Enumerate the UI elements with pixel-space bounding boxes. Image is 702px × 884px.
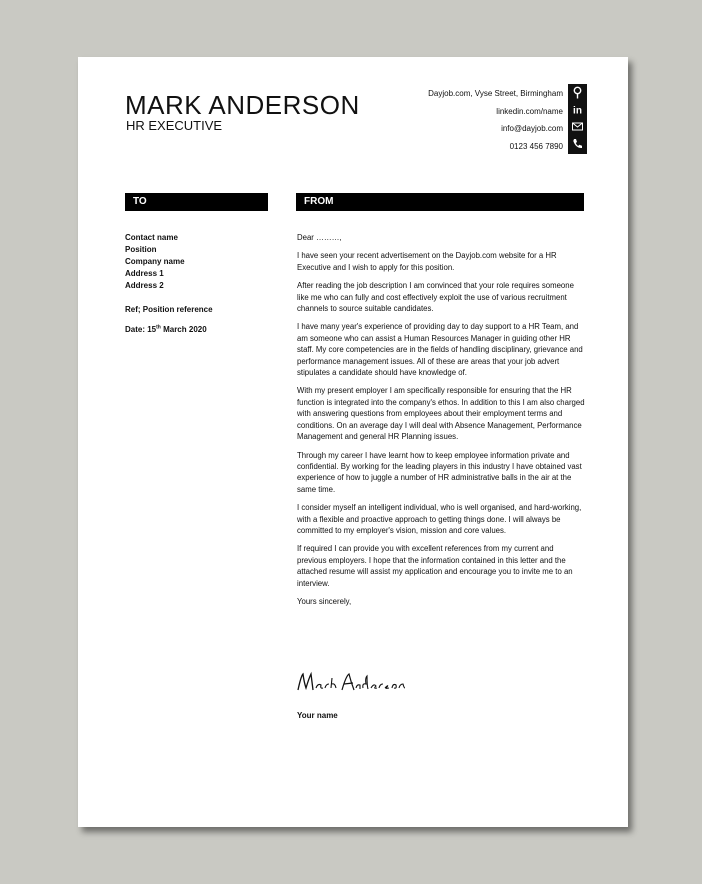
- to-label: TO: [133, 196, 147, 207]
- recipient-contact-name: Contact name: [125, 233, 178, 242]
- recipient-address-1: Address 1: [125, 269, 164, 278]
- to-section-header: [125, 193, 268, 211]
- phone-icon: [571, 137, 584, 150]
- from-label: FROM: [304, 196, 334, 207]
- contact-address: Dayjob.com, Vyse Street, Birmingham: [428, 89, 563, 98]
- handwritten-signature: [296, 668, 416, 698]
- paragraph: I have seen your recent advertisement on the Dayjob.com website for a HR Executive and I wish to apply for this position.: [297, 251, 557, 272]
- recipient-block: [125, 232, 213, 336]
- contact-icon-bar: [568, 84, 587, 154]
- applicant-name: MARK ANDERSON: [125, 90, 360, 120]
- contact-details: [428, 88, 563, 158]
- paragraph: With my present employer I am specifically responsible for ensuring that the HR function is integrated into the company's ethos. In addition to this I am also charged with answering questions from employees about their employment terms and conditions. On an average day I will deal with Absence Management, Performance Management and general HR Planning issues.: [297, 386, 585, 442]
- paragraph: I consider myself an intelligent individual, who is well organised, and hard-working, with a flexible and proactive approach to getting things done. I will always be committed to my employer's vision, mission and core values.: [297, 503, 582, 535]
- recipient-address-2: Address 2: [125, 281, 164, 290]
- from-section-header: [296, 193, 584, 211]
- linkedin-icon: [571, 103, 584, 116]
- contact-email: info@dayjob.com: [501, 124, 563, 133]
- location-pin-icon: [571, 86, 584, 99]
- letter-page: [78, 57, 628, 827]
- svg-text:in: in: [573, 105, 582, 116]
- paragraph: I have many year's experience of providing day to day support to a HR Team, and am someone who can assist a Human Resources Manager in guiding other HR staff. My core competencies are in the fields of handling disciplinary, grievance and performance management issues. All of these are areas that your job advert stipulates a candidate should have knowledge of.: [297, 322, 583, 378]
- paragraph: If required I can provide you with excellent references from my current and previous employers. I hope that the information contained in this letter and the attached resume will assist my application and encourage you to invite me to an interview.: [297, 544, 573, 588]
- recipient-company: Company name: [125, 257, 185, 266]
- contact-phone: 0123 456 7890: [509, 141, 563, 151]
- salutation: Dear ………,: [297, 233, 342, 242]
- date-line: Date: 15th March 2020: [125, 324, 207, 334]
- letter-body: [297, 232, 585, 614]
- contact-linkedin: linkedin.com/name: [496, 106, 563, 116]
- closing: Yours sincerely,: [297, 596, 352, 606]
- applicant-title: HR EXECUTIVE: [126, 118, 223, 133]
- paragraph: Through my career I have learnt how to keep employee information private and confidential. By working for the leading players in this industry I have obtained vast experience of how to juggle a number of HR administrative balls in the air at the same time.: [297, 450, 582, 494]
- recipient-position: Position: [125, 245, 157, 254]
- your-name-label: Your name: [297, 711, 338, 720]
- reference-line: Ref; Position reference: [125, 305, 213, 314]
- paragraph: After reading the job description I am convinced that your role requires someone like me who can fully and cost effectively exploit the use of various recruitment channels to source suitable candidates.: [297, 281, 574, 314]
- envelope-icon: [571, 120, 584, 133]
